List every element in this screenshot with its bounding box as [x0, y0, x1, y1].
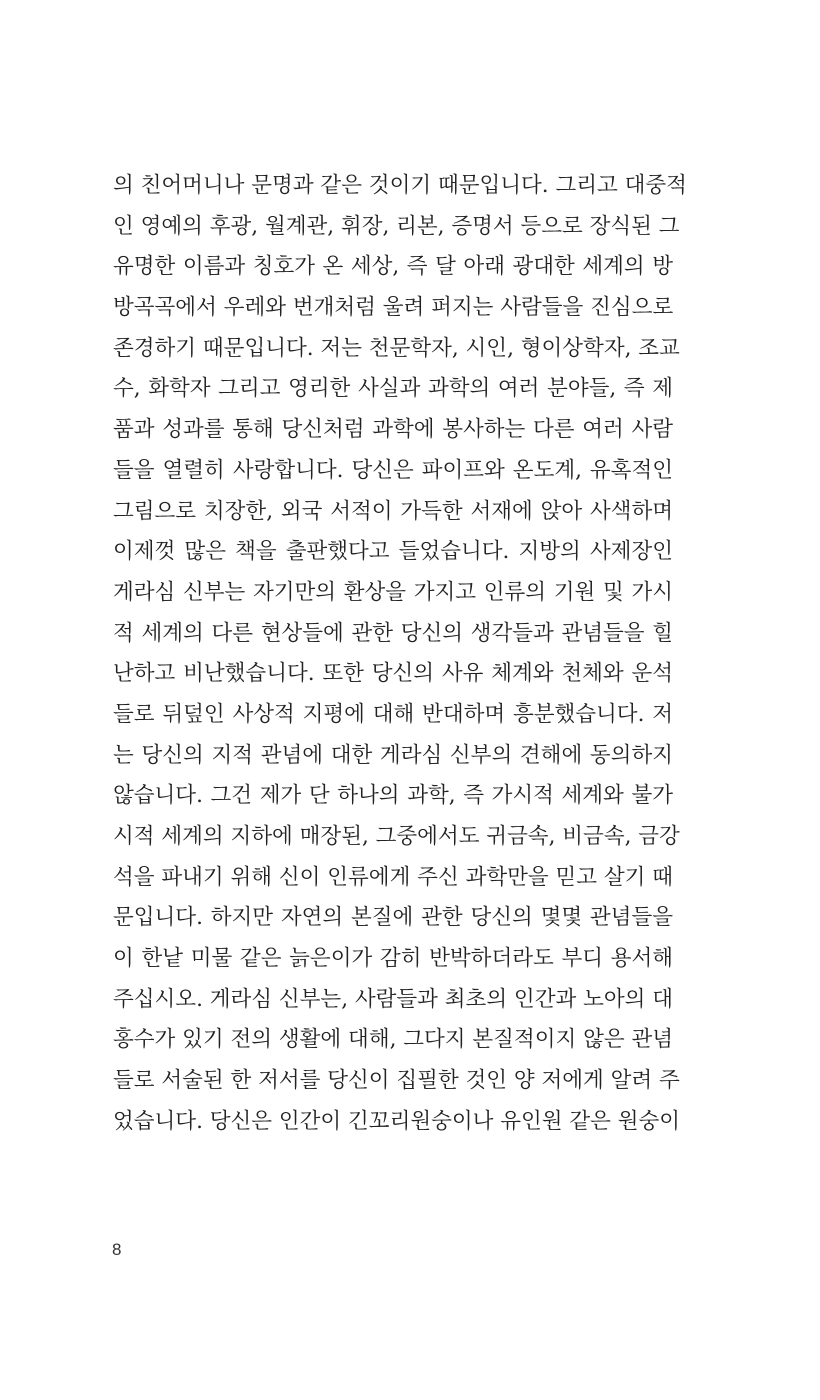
text-line: 이제껏 많은 책을 출판했다고 들었습니다. 지방의 사제장인 — [113, 539, 673, 565]
text-line: 게라심 신부는 자기만의 환상을 가지고 인류의 기원 및 가시 — [113, 579, 673, 605]
text-line: 난하고 비난했습니다. 또한 당신의 사유 체계와 천체와 운석 — [113, 661, 673, 687]
text-line: 수, 화학자 그리고 영리한 사실과 과학의 여러 분야들, 즉 제 — [113, 376, 673, 402]
text-line: 문입니다. 하지만 자연의 본질에 관한 당신의 몇몇 관념들을 — [113, 905, 673, 931]
text-line: 이 한낱 미물 같은 늙은이가 감히 반박하더라도 부디 용서해 — [113, 946, 673, 972]
text-line: 들로 뒤덮인 사상적 지평에 대해 반대하며 흥분했습니다. 저 — [113, 701, 673, 727]
text-line: 적 세계의 다른 현상들에 관한 당신의 생각들과 관념들을 힐 — [113, 620, 673, 646]
text-line: 존경하기 때문입니다. 저는 천문학자, 시인, 형이상학자, 조교 — [113, 335, 680, 361]
text-line: 방곡곡에서 우레와 번개처럼 울려 퍼지는 사람들을 진심으로 — [113, 295, 674, 321]
body-text — [113, 166, 687, 1143]
text-line: 었습니다. 당신은 인간이 긴꼬리원숭이나 유인원 같은 원숭이 — [113, 1108, 681, 1134]
text-line: 의 친어머니나 문명과 같은 것이기 때문입니다. 그리고 대중적 — [113, 173, 687, 198]
text-line: 시적 세계의 지하에 매장된, 그중에서도 귀금속, 비금속, 금강 — [113, 824, 680, 849]
text-line: 인 영예의 후광, 월계관, 휘장, 리본, 증명서 등으로 장식된 그 — [113, 213, 680, 239]
text-line: 는 당신의 지적 관념에 대한 게라심 신부의 견해에 동의하지 — [113, 742, 673, 768]
text-line: 홍수가 있기 전의 생활에 대해, 그다지 본질적이지 않은 관념 — [113, 1027, 673, 1053]
page-number: 8 — [112, 1240, 122, 1259]
text-line: 유명한 이름과 칭호가 온 세상, 즉 달 아래 광대한 세계의 방 — [113, 254, 673, 280]
text-line: 들로 서술된 한 저서를 당신이 집필한 것인 양 저에게 알려 주 — [113, 1068, 680, 1094]
text-line: 품과 성과를 통해 당신처럼 과학에 봉사하는 다른 여러 사람 — [113, 417, 673, 443]
text-line: 들을 열렬히 사랑합니다. 당신은 파이프와 온도계, 유혹적인 — [113, 457, 673, 483]
text-line: 석을 파내기 위해 신이 인류에게 주신 과학만을 믿고 살기 때 — [113, 864, 673, 890]
text-line: 그림으로 치장한, 외국 서적이 가득한 서재에 앉아 사색하며 — [113, 498, 673, 524]
text-line: 주십시오. 게라심 신부는, 사람들과 최초의 인간과 노아의 대 — [113, 986, 673, 1012]
text-line: 않습니다. 그건 제가 단 하나의 과학, 즉 가시적 세계와 불가 — [113, 783, 673, 809]
